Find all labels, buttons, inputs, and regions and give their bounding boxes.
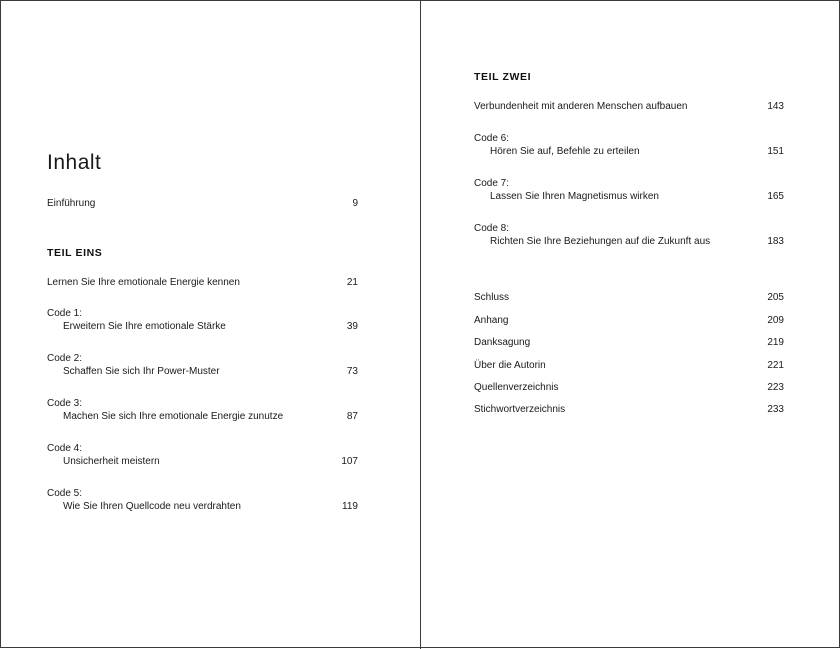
toc-entry-code-8: [474, 222, 784, 248]
page-gutter: [420, 1, 421, 649]
code-label: Code 6:: [474, 133, 510, 144]
toc-entry-label: Schluss: [474, 292, 510, 303]
code-label: Code 3:: [47, 398, 83, 409]
toc-entry-intro: [47, 197, 358, 210]
toc-entry-label: Anhang: [474, 315, 509, 326]
toc-entry-page: 151: [767, 146, 784, 157]
code-label: Code 8:: [474, 223, 510, 234]
toc-entry-page: 143: [767, 101, 784, 112]
toc-entry-danksagung: [474, 336, 784, 349]
toc-title: Inhalt: [47, 151, 102, 174]
toc-entry-code-4: [47, 442, 358, 468]
toc-entry-label: Lernen Sie Ihre emotionale Energie kennen: [47, 277, 240, 288]
toc-entry-page: 165: [767, 191, 784, 202]
toc-entry-code-1: [47, 307, 358, 333]
toc-entry-page: 221: [767, 360, 784, 371]
toc-entry-label: Danksagung: [474, 337, 531, 348]
toc-entry-label: Lassen Sie Ihren Magnetismus wirken: [490, 191, 659, 202]
toc-entry-part1-intro: [47, 276, 358, 289]
toc-entry-label: Richten Sie Ihre Beziehungen auf die Zukunft aus: [490, 236, 711, 247]
left-page: [47, 1, 358, 649]
code-label: Code 1:: [47, 308, 83, 319]
right-page: [474, 1, 784, 649]
toc-entry-stichwort: [474, 403, 784, 416]
toc-entry-page: 219: [767, 337, 784, 348]
toc-entry-label: Hören Sie auf, Befehle zu erteilen: [490, 146, 640, 157]
toc-entry-label: Wie Sie Ihren Quellcode neu verdrahten: [63, 501, 241, 512]
toc-entry-schluss: [474, 291, 784, 304]
part-heading-2: TEIL ZWEI: [474, 71, 532, 83]
code-label: Code 2:: [47, 353, 83, 364]
code-label: Code 4:: [47, 443, 83, 454]
toc-entry-label: Quellenverzeichnis: [474, 382, 559, 393]
code-label: Code 7:: [474, 178, 510, 189]
toc-entry-page: 223: [767, 382, 784, 393]
toc-entry-label: Verbundenheit mit anderen Menschen aufbauen: [474, 101, 688, 112]
toc-entry-label: Über die Autorin: [474, 360, 546, 371]
toc-entry-label: Unsicherheit meistern: [63, 456, 160, 467]
toc-entry-label: Einführung: [47, 198, 96, 209]
toc-entry-part2-intro: [474, 100, 784, 113]
toc-entry-page: 183: [767, 236, 784, 247]
toc-entry-label: Machen Sie sich Ihre emotionale Energie zunutze: [63, 411, 284, 422]
part-heading-1: TEIL EINS: [47, 247, 103, 259]
toc-entry-page: 73: [346, 366, 358, 377]
toc-entry-page: 9: [352, 198, 358, 209]
toc-entry-label: Stichwortverzeichnis: [474, 404, 566, 415]
toc-entry-label: Schaffen Sie sich Ihr Power-Muster: [63, 366, 220, 377]
toc-entry-page: 209: [767, 315, 784, 326]
code-label: Code 5:: [47, 488, 83, 499]
toc-entry-page: 233: [767, 404, 784, 415]
toc-entry-page: 21: [346, 277, 358, 288]
toc-entry-page: 107: [341, 456, 358, 467]
toc-entry-page: 205: [767, 292, 784, 303]
toc-entry-page: 119: [342, 501, 358, 512]
toc-entry-code-3: [47, 397, 358, 423]
toc-entry-quellen: [474, 381, 784, 394]
toc-entry-code-5: [47, 487, 358, 513]
toc-entry-anhang: [474, 314, 784, 327]
toc-entry-code-6: [474, 132, 784, 158]
toc-entry-code-2: [47, 352, 358, 378]
toc-entry-page: 39: [346, 321, 358, 332]
toc-entry-code-7: [474, 177, 784, 203]
toc-entry-autorin: [474, 359, 784, 372]
toc-entry-label: Erweitern Sie Ihre emotionale Stärke: [63, 321, 226, 332]
toc-entry-page: 87: [346, 411, 358, 422]
